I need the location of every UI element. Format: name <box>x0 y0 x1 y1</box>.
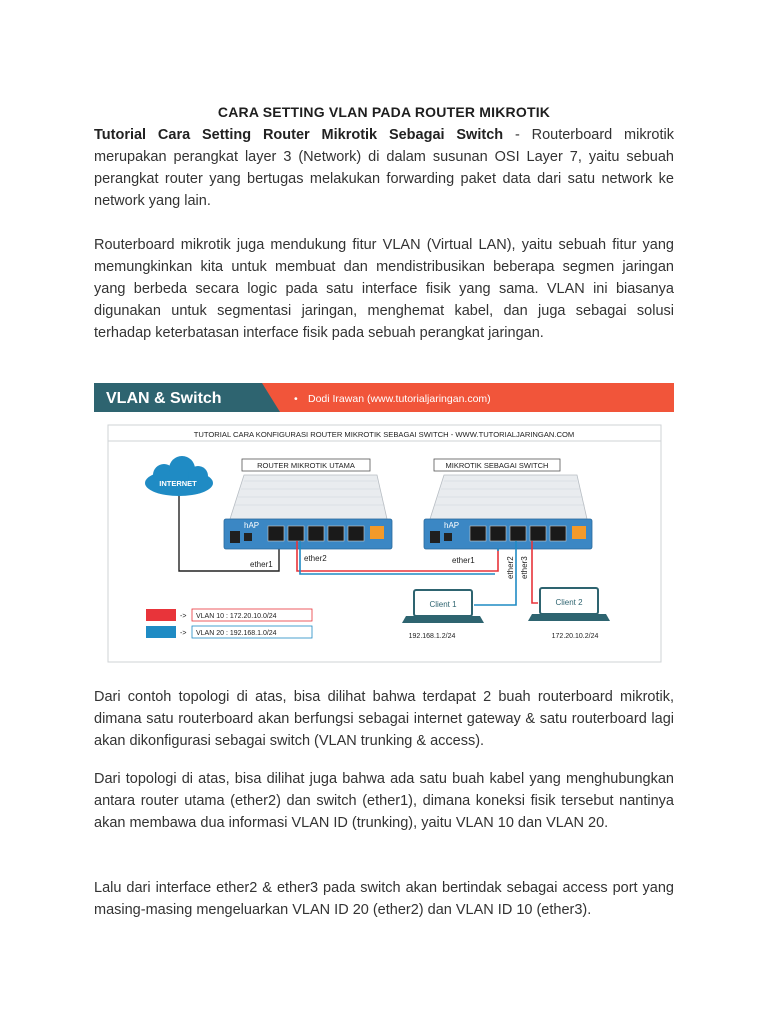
legend-arrow-vlan20: -> <box>180 630 187 637</box>
lead-phrase: Tutorial Cara Setting Router Mikrotik Sebagai Switch <box>94 127 504 143</box>
client1-label: Client 1 <box>429 600 457 609</box>
document-title: CARA SETTING VLAN PADA ROUTER MIKROTIK <box>217 104 551 120</box>
paragraph-access: Lalu dari interface ether2 & ether3 pada switch akan bertindak sebagai access port yang masing-masing mengeluarkan VLAN ID 20 (ether2) dan VLAN ID 10 (ether3). <box>94 880 674 918</box>
router-main-device <box>224 475 392 549</box>
client2-ip: 172.20.10.2/24 <box>551 633 599 640</box>
switch-ether1-label: ether1 <box>452 556 475 565</box>
topology-svg <box>94 383 674 663</box>
topology-figure <box>94 383 674 663</box>
svg-text:•: • <box>294 393 298 405</box>
document-body <box>94 104 674 344</box>
switch-ether3-label: ether3 <box>520 556 529 579</box>
paragraph-trunk: Dari topologi di atas, bisa dilihat juga bahwa ada satu buah kabel yang menghubungkan antara router utama (ether2) dan switch (ether1), dimana koneksi fisik tersebut nantinya akan membawa dua informasi VLAN ID (trunking), yaitu VLAN 10 dan VLAN 20. <box>94 771 674 831</box>
switch-hap-label: hAP <box>444 521 460 530</box>
client1-ip: 192.168.1.2/24 <box>408 633 456 640</box>
router-hap-label: hAP <box>244 521 260 530</box>
legend-arrow-vlan10: -> <box>180 613 187 620</box>
client1-laptop-icon <box>402 590 484 623</box>
client2-laptop-icon <box>528 588 610 621</box>
banner-title: VLAN & Switch <box>106 390 222 407</box>
paragraph-vlan: Routerboard mikrotik juga mendukung fitur VLAN (Virtual LAN), yaitu sebuah fitur yang memungkinkan kita untuk membuat dan mendistribusikan beberapa segmen jaringan yang berbeda secara logic pada satu interface fisik yang sama. VLAN ini biasanya digunakan untuk segmentasi jaringan, menghemat kabel, dan juga sebagai solusi terhadap keterbatasan interface fisik pada sebuah perangkat jaringan. <box>94 237 674 341</box>
legend-text-vlan10: VLAN 10 : 172.20.10.0/24 <box>196 613 277 620</box>
intro-rest: - Routerboard mikrotik merupakan perangkat layer 3 (Network) di dalam susunan OSI Layer 7, yaitu sebuah perangkat router yang bertugas melakukan forwarding paket data dari satu network ke network yang lain. <box>94 127 675 209</box>
internet-label: INTERNET <box>159 479 197 488</box>
router-ether1-label: ether1 <box>250 560 273 569</box>
paragraph-topology: Dari contoh topologi di atas, bisa dilihat bahwa terdapat 2 buah routerboard mikrotik, dimana satu routerboard akan berfungsi sebagai internet gateway & satu routerboard lagi akan dikonfigurasi sebagai switch (VLAN trunking & access). <box>94 689 674 749</box>
legend-swatch-vlan10 <box>146 609 176 621</box>
diagram-heading: TUTORIAL CARA KONFIGURASI ROUTER MIKROTIK SEBAGAI SWITCH - WWW.TUTORIALJARINGAN.COM <box>193 430 575 439</box>
legend-swatch-vlan20 <box>146 626 176 638</box>
paragraph-intro <box>94 124 674 212</box>
switch-label: MIKROTIK SEBAGAI SWITCH <box>445 461 549 470</box>
switch-ether2-label: ether2 <box>506 556 515 579</box>
banner-author: Dodi Irawan (www.tutorialjaringan.com) <box>308 393 491 405</box>
switch-device <box>424 475 592 549</box>
legend-text-vlan20: VLAN 20 : 192.168.1.0/24 <box>196 630 277 637</box>
router-label: ROUTER MIKROTIK UTAMA <box>257 461 355 470</box>
client2-label: Client 2 <box>555 598 583 607</box>
router-ether2-label: ether2 <box>304 554 327 563</box>
